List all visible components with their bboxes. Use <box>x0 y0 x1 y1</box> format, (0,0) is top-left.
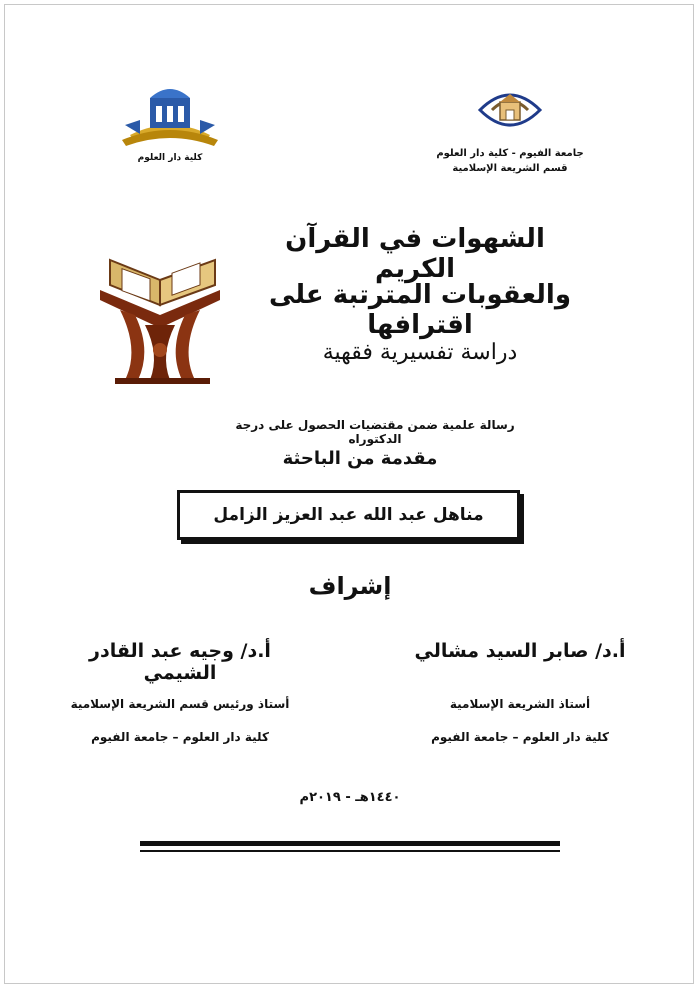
title-line-1: الشهوات في القرآن الكريم <box>285 224 545 284</box>
supervisor-1 <box>390 640 650 744</box>
divider-thin <box>140 850 560 852</box>
researcher-name-box <box>177 490 520 540</box>
dar-al-uloom-logo-icon <box>110 80 230 170</box>
supervisor-2-affiliation: كلية دار العلوم – جامعة الفيوم <box>91 730 269 744</box>
date: ١٤٤٠هـ - ٢٠١٩م <box>299 790 401 805</box>
supervisor-2-title: أستاذ ورئيس قسم الشريعة الإسلامية <box>70 697 290 711</box>
fayoum-university-logo-icon <box>470 80 550 140</box>
university-department-lines <box>430 146 590 176</box>
supervisor-2 <box>50 640 310 744</box>
researcher-name: مناهل عبد الله عبد العزيز الزامل <box>213 505 484 525</box>
presented-by: مقدمة من الباحثة <box>282 448 438 469</box>
quran-stand-illustration <box>90 240 230 390</box>
university-line: جامعة الفيوم - كلية دار العلوم <box>436 148 584 159</box>
quran-stand-icon <box>90 240 230 390</box>
supervisor-2-name: أ.د/ وجيه عبد القادر الشيمي <box>89 640 271 684</box>
supervisor-1-title: أستاذ الشريعة الإسلامية <box>449 697 591 711</box>
fayoum-university-logo <box>470 80 550 140</box>
thesis-statement: رسالة علمية ضمن مقتضيات الحصول على درجة الدكتوراه <box>235 418 515 446</box>
supervisor-1-affiliation: كلية دار العلوم – جامعة الفيوم <box>431 730 609 744</box>
dar-al-uloom-logo <box>110 80 230 170</box>
divider-thick <box>140 841 560 846</box>
title-line-2: والعقوبات المترتبة على اقترافها <box>269 280 571 340</box>
left-logo-label: كلية دار العلوم <box>137 153 203 163</box>
department-line: قسم الشريعة الإسلامية <box>452 163 568 174</box>
supervisor-1-name: أ.د/ صابر السيد مشالي <box>414 640 626 662</box>
subtitle: دراسة تفسيرية فقهية <box>322 340 518 365</box>
supervision-heading: إشراف <box>308 572 392 600</box>
